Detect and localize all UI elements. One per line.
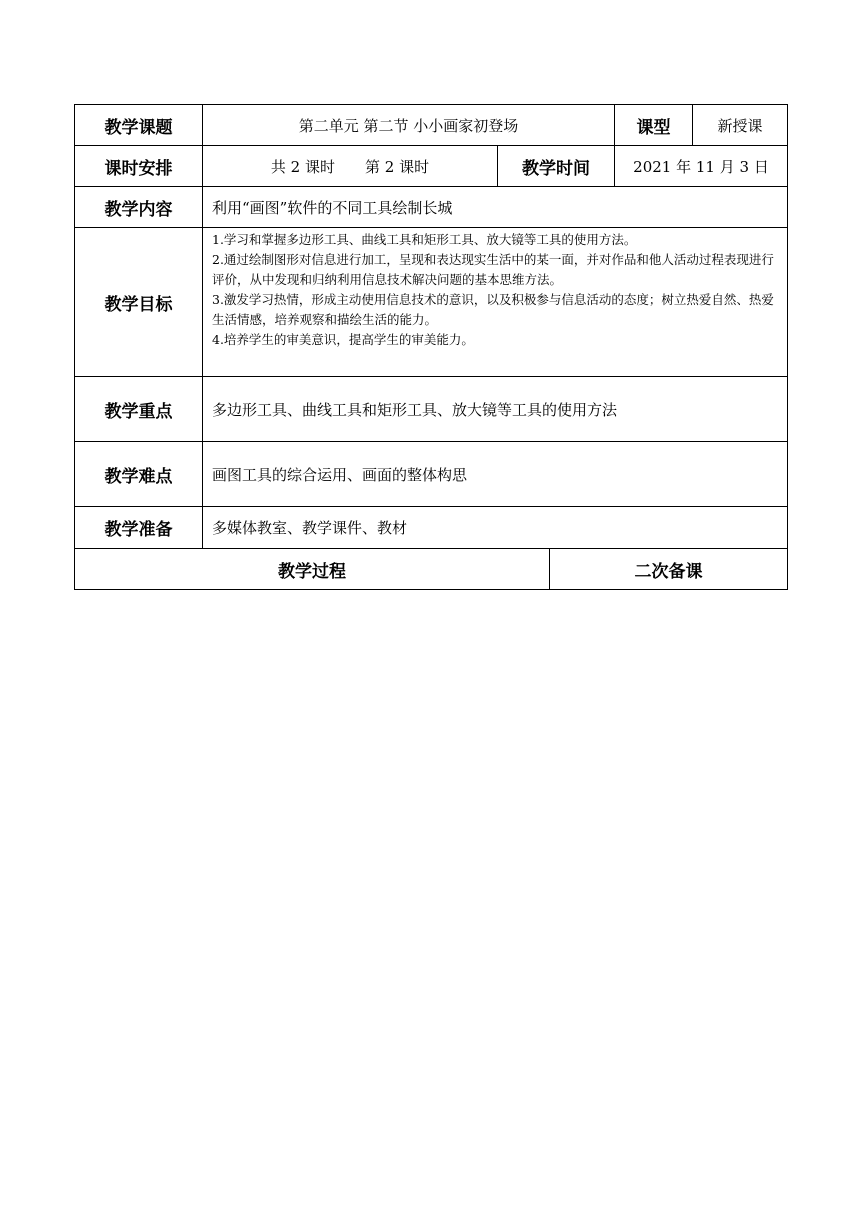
goal-item: 4.培养学生的审美意识，提高学生的审美能力。 (212, 332, 474, 347)
goals-value (203, 228, 788, 377)
goal-item: 3.激发学习热情，形成主动使用信息技术的意识，以及积极参与信息活动的态度；树立热爱自然、热爱生活情感，培养观察和描绘生活的能力。 (212, 292, 774, 327)
lesson-type-label: 课型 (615, 105, 693, 146)
topic-row (75, 105, 788, 146)
content-label: 教学内容 (75, 187, 203, 228)
key-points-row (75, 377, 788, 442)
difficulties-value: 画图工具的综合运用、画面的整体构思 (203, 442, 788, 507)
key-points-label: 教学重点 (75, 377, 203, 442)
lesson-plan-table (74, 104, 788, 590)
content-value: 利用“画图”软件的不同工具绘制长城 (203, 187, 788, 228)
teaching-time-label: 教学时间 (498, 146, 615, 187)
goals-row (75, 228, 788, 377)
schedule-row (75, 146, 788, 187)
schedule-label: 课时安排 (75, 146, 203, 187)
schedule-value (203, 146, 498, 187)
difficulties-label: 教学难点 (75, 442, 203, 507)
preparation-label: 教学准备 (75, 507, 203, 549)
goals-label: 教学目标 (75, 228, 203, 377)
preparation-value: 多媒体教室、教学课件、教材 (203, 507, 788, 549)
schedule-total: 共 2 课时 (270, 157, 335, 176)
topic-label: 教学课题 (75, 105, 203, 146)
lesson-type-value: 新授课 (693, 105, 788, 146)
second-prep-header: 二次备课 (550, 549, 788, 590)
content-row (75, 187, 788, 228)
difficulties-row (75, 442, 788, 507)
teaching-time-value: 2021 年 11 月 3 日 (615, 146, 788, 187)
topic-value: 第二单元 第二节 小小画家初登场 (203, 105, 615, 146)
schedule-current: 第 2 课时 (365, 157, 430, 176)
footer-row (75, 549, 788, 590)
key-points-value: 多边形工具、曲线工具和矩形工具、放大镜等工具的使用方法 (203, 377, 788, 442)
teaching-process-header: 教学过程 (75, 549, 550, 590)
preparation-row (75, 507, 788, 549)
goal-item: 1.学习和掌握多边形工具、曲线工具和矩形工具、放大镜等工具的使用方法。 (212, 232, 637, 247)
goal-item: 2.通过绘制图形对信息进行加工，呈现和表达现实生活中的某一面，并对作品和他人活动过程表现进行评价，从中发现和归纳利用信息技术解决问题的基本思维方法。 (212, 252, 774, 287)
